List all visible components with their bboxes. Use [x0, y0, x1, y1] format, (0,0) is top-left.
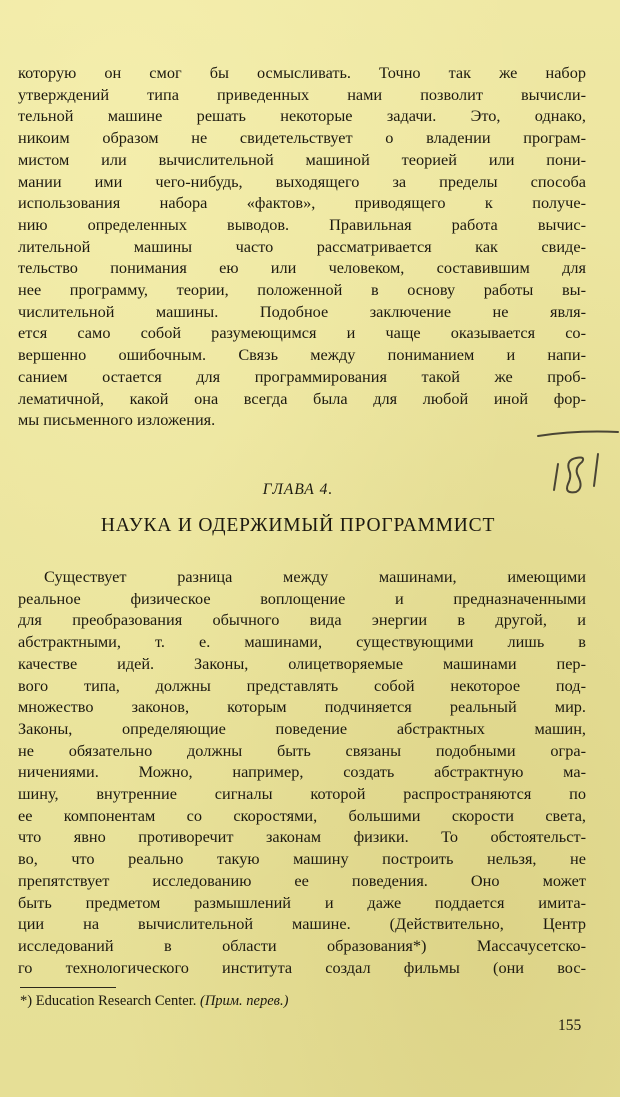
- text-line: для преобразования обычного вида энергии в другой, и: [18, 610, 586, 630]
- text-line: мании ими чего-нибудь, выходящего за пределы способа: [18, 171, 586, 191]
- footnote: [20, 993, 288, 1010]
- text-line: лительной машины часто рассматривается как свиде-: [18, 236, 586, 256]
- footnote-text: Education Research Center.: [32, 993, 200, 1009]
- text-line: препятствует исследованию ее поведения. Оно может: [18, 870, 586, 890]
- text-line: Законы, определяющие поведение абстрактных машин,: [18, 718, 586, 738]
- paragraph-chapter-opening: [18, 566, 586, 978]
- text-line: исследований в области образования*) Массачусетско-: [18, 935, 586, 955]
- text-line: не обязательно должны быть связаны подобными огра-: [18, 740, 586, 760]
- chapter-title: НАУКА И ОДЕРЖИМЫЙ ПРОГРАММИСТ: [100, 515, 496, 536]
- text-line: множество законов, которым подчиняется реальный мир.: [18, 697, 586, 717]
- text-line: вершенно ошибочным. Связь между пониманием и напи-: [18, 345, 586, 365]
- text-line: утверждений типа приведенных нами позволит вычисли-: [18, 84, 586, 104]
- text-line: быть предметом размышлений и даже поддается имита-: [18, 892, 586, 912]
- text-line: санием остается для программирования такой же проб-: [18, 366, 586, 386]
- text-line: го технологического института создал фильмы (они вос-: [18, 957, 586, 977]
- footnote-divider: [20, 987, 116, 988]
- text-line: шину, внутренние сигналы которой распространяются по: [18, 784, 586, 804]
- text-line: ции на вычислительной машине. (Действительно, Центр: [18, 914, 586, 934]
- text-line: числительной машины. Подобное заключение не явля-: [18, 301, 586, 321]
- text-line: мистом или вычислительной машиной теорией или пони-: [18, 149, 586, 169]
- text-line: реальное физическое воплощение и предназначенными: [18, 588, 586, 608]
- text-line: вого типа, должны представлять собой некоторое под-: [18, 675, 586, 695]
- text-line: никоим образом не свидетельствует о владении програм-: [18, 128, 586, 148]
- text-line: во, что реально такую машину построить нельзя, не: [18, 849, 586, 869]
- text-line: которую он смог бы осмысливать. Точно так же набор: [18, 63, 586, 82]
- footnote-marker: *): [20, 993, 33, 1009]
- chapter-number: ГЛАВА 4.: [262, 481, 334, 498]
- text-line: тельство понимания ею или человеком, составившим для: [18, 258, 586, 278]
- text-line: Существует разница между машинами, имеющими: [44, 567, 586, 586]
- text-line: нию определенных выводов. Правильная работа вычис-: [18, 214, 586, 234]
- footnote-translator-note: (Прим. перев.): [200, 993, 289, 1009]
- text-line: ее компонентам со скоростями, большими скорости света,: [18, 805, 586, 825]
- page-number: 155: [558, 1017, 582, 1034]
- text-line: ется само собой разумеющимся и чаще оказывается со-: [18, 323, 586, 343]
- text-line: абстрактными, т. е. машинами, существующими лишь в: [18, 632, 586, 652]
- text-line: нее программу, теории, положенной в основу работы вы-: [18, 280, 586, 300]
- text-line: тельной машине решать некоторые задачи. Это, однако,: [18, 106, 586, 126]
- paragraph-continued: [18, 62, 586, 431]
- text-line: качестве идей. Законы, олицетворяемые машинами пер-: [18, 653, 586, 673]
- text-line: использования набора «фактов», приводящего к получе-: [18, 193, 586, 213]
- text-line: лематичной, какой она всегда была для любой иной фор-: [18, 388, 586, 408]
- text-line: ничениями. Можно, например, создать абстрактную ма-: [18, 762, 586, 782]
- text-line: мы письменного изложения.: [18, 410, 216, 430]
- text-line: что явно противоречит законам физики. То обстоятельст-: [18, 827, 586, 847]
